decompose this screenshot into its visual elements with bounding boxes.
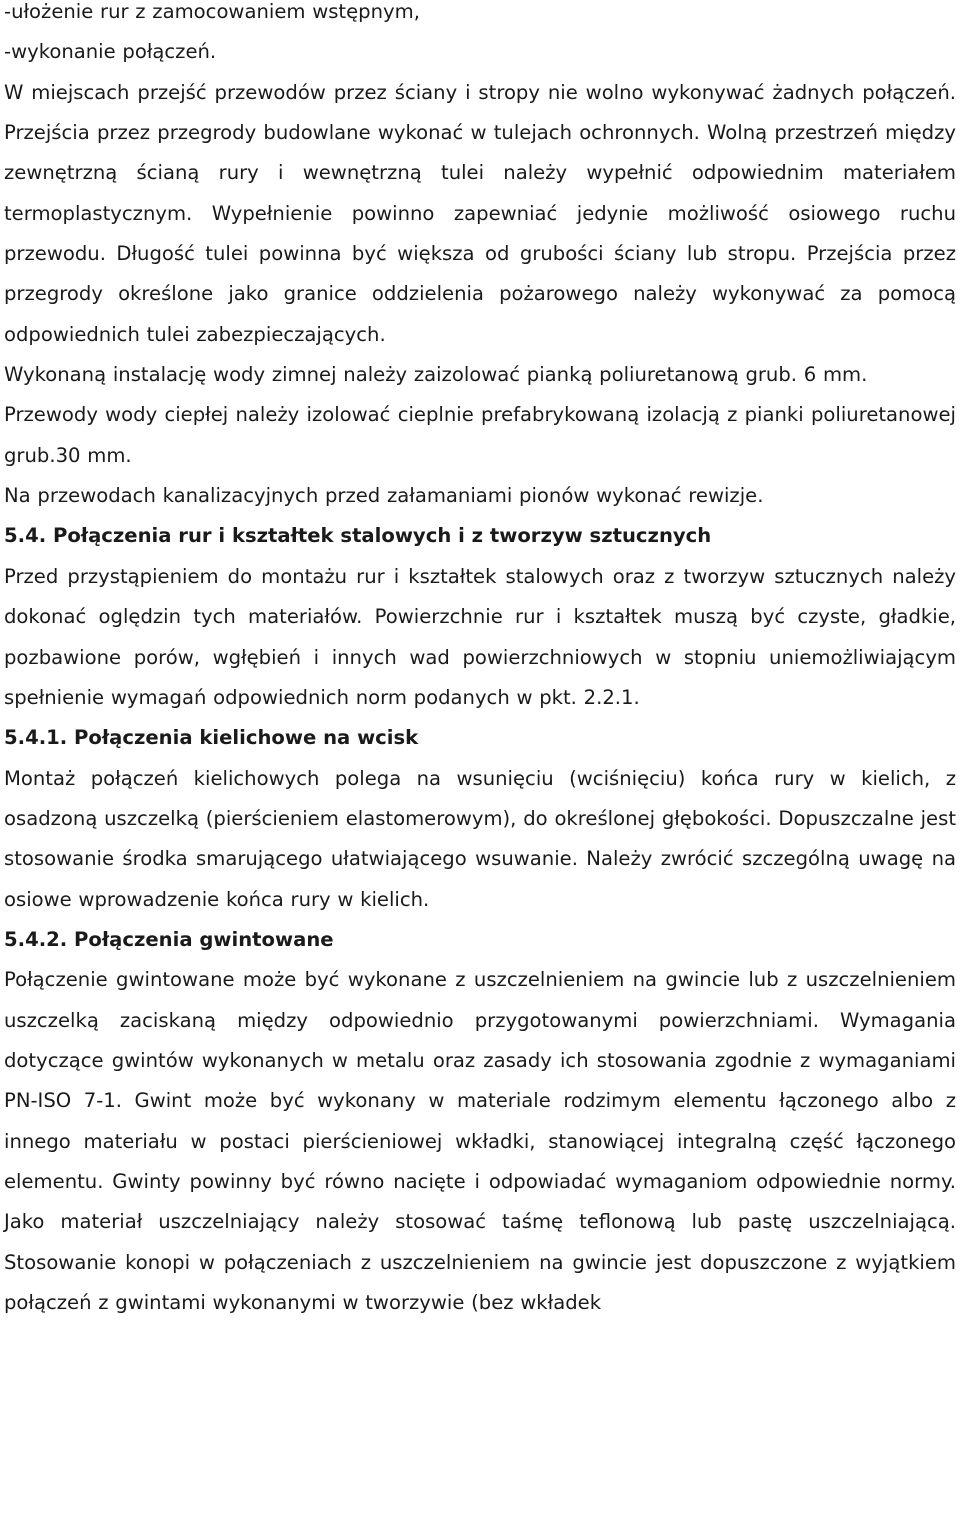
paragraph: Przed przystąpieniem do montażu rur i kształtek stalowych oraz z tworzyw sztucznych należy dokonać oględzin tych materiałów. Powierzchnie rur i kształtek muszą być czyste, gładkie, pozbawione porów, wgłębień i innych wad powierzchniowych w stopniu uniemożliwiającym spełnienie wymagań odpowiednich norm podanych w pkt. 2.2.1. xyxy=(4,564,956,709)
list-item: -ułożenie rur z zamocowaniem wstępnym, xyxy=(4,0,420,23)
paragraph: Na przewodach kanalizacyjnych przed załamaniami pionów wykonać rewizje. xyxy=(4,484,764,508)
document-body xyxy=(4,0,956,1323)
section-heading: 5.4.1. Połączenia kielichowe na wcisk xyxy=(4,726,419,750)
paragraph: Przewody wody ciepłej należy izolować cieplnie prefabrykowaną izolacją z pianki poliuretanowej grub.30 mm. xyxy=(4,403,956,467)
section-heading: 5.4.2. Połączenia gwintowane xyxy=(4,927,334,951)
list-item: -wykonanie połączeń. xyxy=(4,40,217,64)
paragraph: W miejscach przejść przewodów przez ściany i stropy nie wolno wykonywać żadnych połączeń. Przejścia przez przegrody budowlane wykonać w tulejach ochronnych. Wolną przestrzeń między zewnętrzną ścianą rury i wewnętrzną tulei należy wypełnić odpowiednim materiałem termoplastycznym. Wypełnienie powinno zapewniać jedynie możliwość osiowego ruchu przewodu. Długość tulei powinna być większa od grubości ściany lub stropu. Przejścia przez przegrody określone jako granice oddzielenia pożarowego należy wykonywać za pomocą odpowiednich tulei zabezpieczających. xyxy=(4,80,956,346)
paragraph: Montaż połączeń kielichowych polega na wsunięciu (wciśnięciu) końca rury w kielich, z osadzoną uszczelką (pierścieniem elastomerowym), do określonej głębokości. Dopuszczalne jest stosowanie środka smarującego ułatwiającego wsuwanie. Należy zwrócić szczególną uwagę na osiowe wprowadzenie końca rury w kielich. xyxy=(4,766,956,911)
section-heading: 5.4. Połączenia rur i kształtek stalowych i z tworzyw sztucznych xyxy=(4,524,712,548)
paragraph: Połączenie gwintowane może być wykonane z uszczelnieniem na gwincie lub z uszczelnieniem uszczelką zaciskaną między odpowiednio przygotowanymi powierzchniami. Wymagania dotyczące gwintów wykonanych w metalu oraz zasady ich stosowania zgodnie z wymaganiami PN-ISO 7-1. Gwint może być wykonany w materiale rodzimym elementu łączonego albo z innego materiału w postaci pierścieniowej wkładki, stanowiącej integralną część łączonego elementu. Gwinty powinny być równo nacięte i odpowiadać wymaganiom odpowiednie normy. Jako materiał uszczelniający należy stosować taśmę teflonową lub pastę uszczelniającą. Stosowanie konopi w połączeniach z uszczelnieniem na gwincie jest dopuszczone z wyjątkiem połączeń z gwintami wykonanymi w tworzywie (bez wkładek xyxy=(4,968,956,1314)
paragraph: Wykonaną instalację wody zimnej należy zaizolować pianką poliuretanową grub. 6 mm. xyxy=(4,363,868,387)
